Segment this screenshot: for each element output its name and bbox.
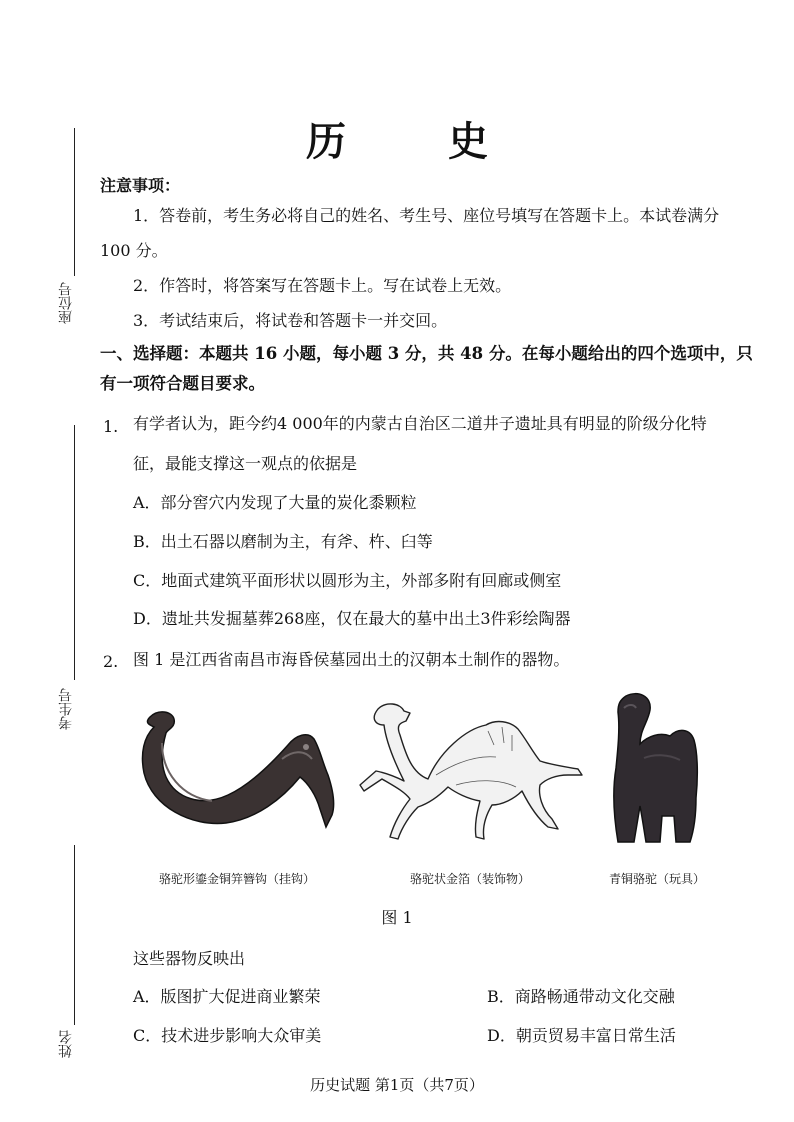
question-1-stem: 有学者认为，距今约4 000年的内蒙古自治区二道井子遗址具有明显的阶级分化特 bbox=[133, 414, 707, 433]
section-heading: 一、选择题：本题共 16 小题，每小题 3 分，共 48 分。在每小题给出的四个选项中，只 bbox=[100, 344, 753, 363]
question-1-option-c: C．地面式建筑平面形状以圆形为主，外部多附有回廊或侧室 bbox=[133, 571, 562, 590]
notice-item-1-cont: 100 分。 bbox=[100, 241, 168, 260]
exam-number-label: 考生号 bbox=[58, 688, 74, 730]
question-1-number: 1. bbox=[103, 417, 119, 436]
page-title: 历 史 bbox=[306, 118, 532, 165]
camel-hook-image bbox=[132, 703, 342, 843]
bronze-camel-toy-image bbox=[604, 688, 702, 848]
question-1-option-b: B．出土石器以磨制为主，有斧、杵、臼等 bbox=[133, 532, 433, 551]
seat-number-label: 座位号 bbox=[58, 282, 74, 324]
page-footer: 历史试题 第1页（共7页） bbox=[310, 1076, 484, 1094]
figure-caption-gold-foil: 骆驼状金箔（装饰物） bbox=[409, 872, 530, 886]
notice-item-3: 3．考试结束后，将试卷和答题卡一并交回。 bbox=[133, 311, 448, 330]
binding-line-bottom bbox=[74, 845, 75, 1025]
figure-caption-bronze-camel: 青铜骆驼（玩具） bbox=[608, 872, 705, 886]
section-heading-cont: 有一项符合题目要求。 bbox=[100, 374, 265, 393]
camel-gold-foil-image bbox=[356, 695, 588, 845]
question-1-stem-cont: 征，最能支撑这一观点的依据是 bbox=[133, 454, 358, 473]
figure-label: 图 1 bbox=[381, 908, 413, 927]
notice-heading: 注意事项： bbox=[100, 176, 181, 195]
question-2-option-b: B．商路畅通带动文化交融 bbox=[487, 987, 675, 1006]
question-2-number: 2. bbox=[103, 652, 119, 671]
binding-line-middle bbox=[74, 425, 75, 680]
question-1-option-a: A．部分窖穴内发现了大量的炭化黍颗粒 bbox=[133, 493, 417, 512]
question-2-prompt: 这些器物反映出 bbox=[133, 949, 246, 968]
figure-caption-hook: 骆驼形鎏金铜笄簪钩（挂钩） bbox=[158, 872, 315, 886]
name-label: 姓名 bbox=[58, 1030, 74, 1058]
notice-item-1: 1．答卷前，考生务必将自己的姓名、考生号、座位号填写在答题卡上。本试卷满分 bbox=[133, 206, 720, 225]
question-2-option-a: A．版图扩大促进商业繁荣 bbox=[133, 987, 321, 1006]
question-2-option-c: C．技术进步影响大众审美 bbox=[133, 1026, 322, 1045]
question-2-option-d: D．朝贡贸易丰富日常生活 bbox=[487, 1026, 676, 1045]
notice-item-2: 2．作答时，将答案写在答题卡上。写在试卷上无效。 bbox=[133, 276, 512, 295]
question-1-option-d: D．遗址共发掘墓葬268座，仅在最大的墓中出土3件彩绘陶器 bbox=[133, 609, 571, 628]
question-2-stem: 图 1 是江西省南昌市海昏侯墓园出土的汉朝本土制作的器物。 bbox=[133, 650, 570, 669]
